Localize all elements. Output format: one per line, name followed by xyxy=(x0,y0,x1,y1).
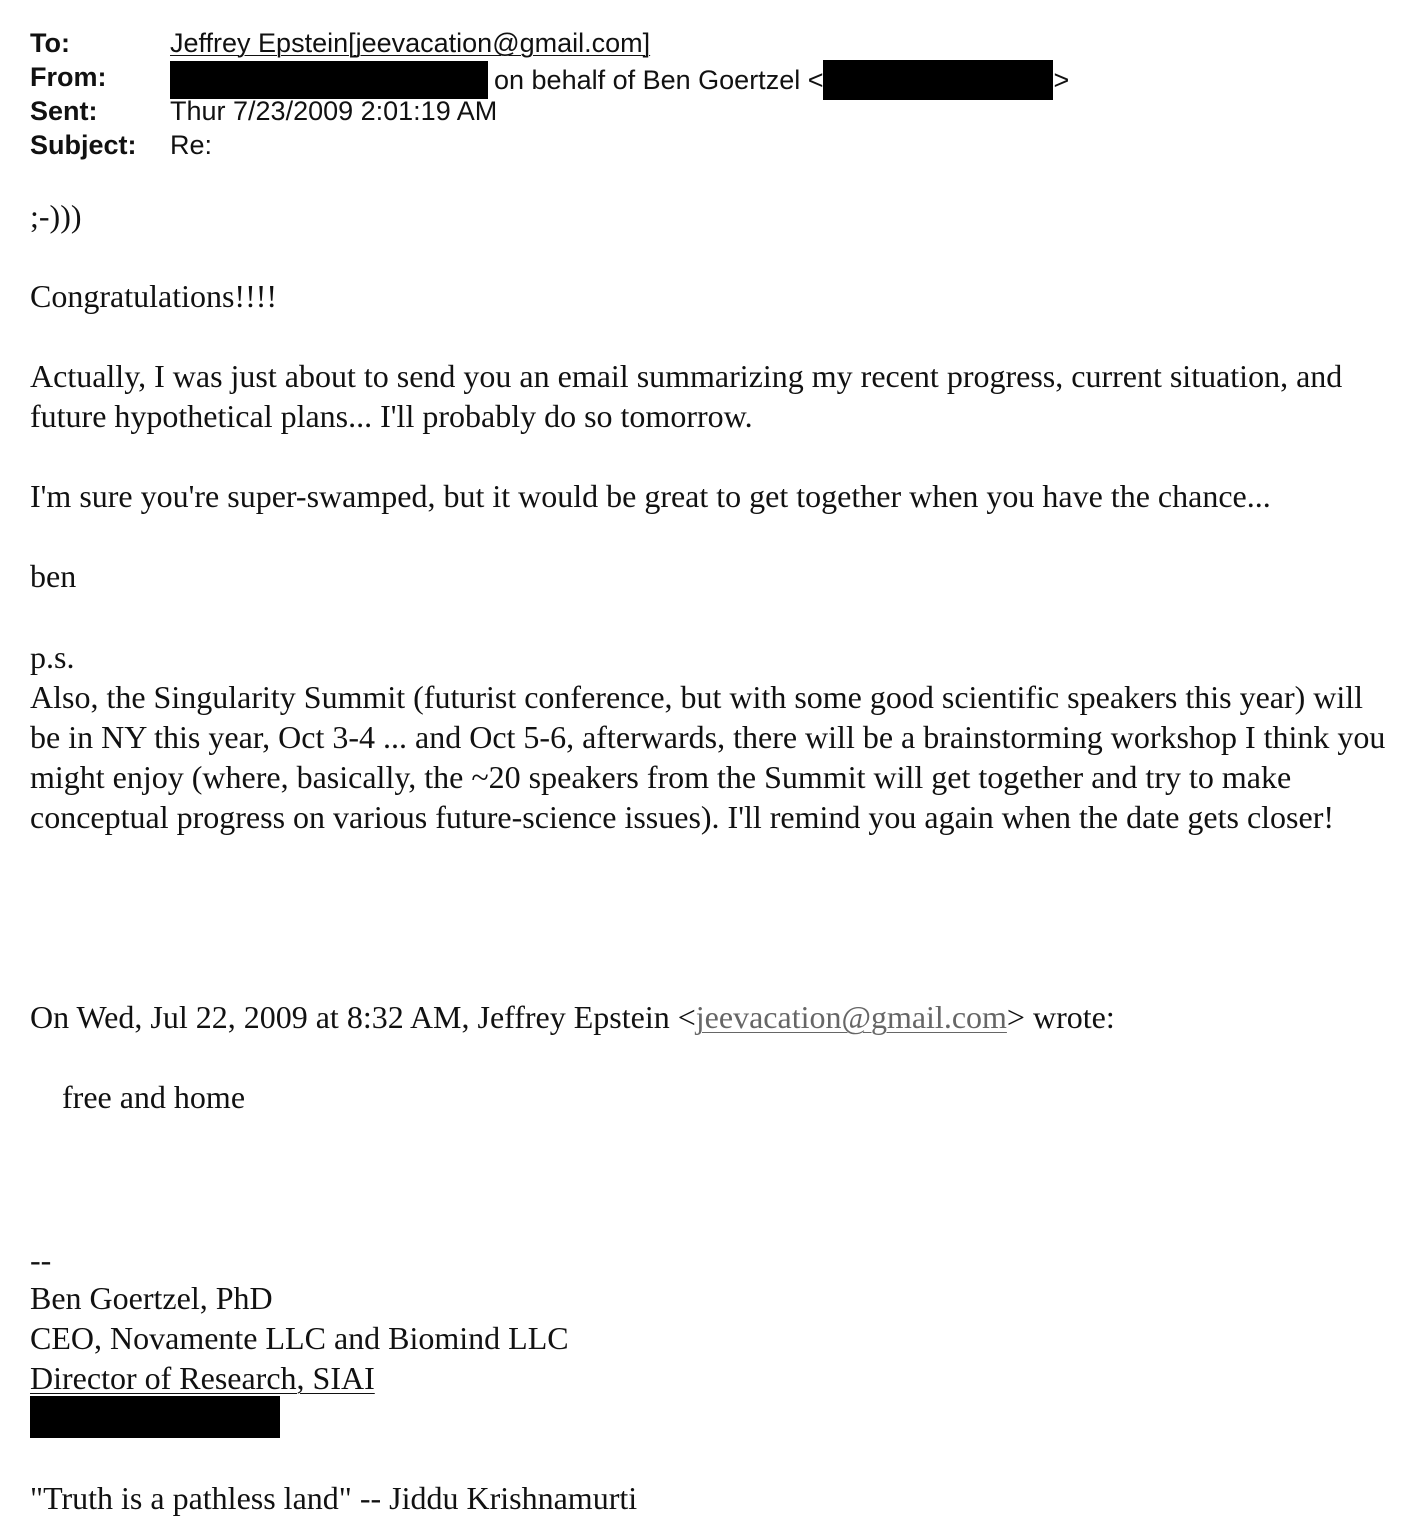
from-close: > xyxy=(1053,65,1070,95)
sent-label: Sent: xyxy=(30,96,98,126)
signature-quote: "Truth is a pathless land" -- Jiddu Krishnamurti xyxy=(30,1480,638,1516)
signature-title-2-text: Director of Research, SIAI xyxy=(30,1360,375,1396)
sent-value: Thur 7/23/2009 2:01:19 AM xyxy=(170,96,498,126)
from-label: From: xyxy=(30,62,107,92)
from-value: on behalf of Ben Goertzel < xyxy=(494,65,824,95)
signature-name: Ben Goertzel, PhD xyxy=(30,1280,273,1316)
subject-value: Re: xyxy=(170,130,213,160)
ps-label: p.s. xyxy=(30,639,75,675)
signature-title-1: CEO, Novamente LLC and Biomind LLC xyxy=(30,1320,569,1356)
quote-intro xyxy=(30,997,1400,1037)
email-link[interactable]: jeevacation@gmail.com xyxy=(695,999,1007,1035)
signoff: ben xyxy=(30,558,77,594)
body-paragraph-1: Actually, I was just about to send you an email summarizing my recent progress, current situation, and future hypothetical plans... I'll probably do so tomorrow. xyxy=(30,358,1343,434)
redaction-bar xyxy=(823,60,1053,100)
signature-dashes: -- xyxy=(30,1242,52,1278)
quote-intro-suffix: > wrote: xyxy=(1006,999,1115,1035)
quote-intro-prefix: On Wed, Jul 22, 2009 at 8:32 AM, Jeffrey Epstein < xyxy=(30,999,696,1035)
body-paragraph-2: I'm sure you're super-swamped, but it would be great to get together when you have the chance... xyxy=(30,478,1271,514)
redaction-bar xyxy=(30,1396,280,1438)
congrats-line: Congratulations!!!! xyxy=(30,278,278,314)
emoticon-line: ;-))) xyxy=(30,198,82,234)
subject-label: Subject: xyxy=(30,130,137,160)
to-label: To: xyxy=(30,28,70,58)
to-value: Jeffrey Epstein[jeevacation@gmail.com] xyxy=(170,28,651,58)
signature-title-2 xyxy=(30,1358,1400,1398)
quoted-text: free and home xyxy=(62,1079,246,1115)
ps-paragraph: Also, the Singularity Summit (futurist conference, but with some good scientific speakers this year) will be in NY this year, Oct 3-4 ... and Oct 5-6, afterwards, there will be a brainstorming workshop I think you might enjoy (where, basically, the ~20 speakers from the Summit will get together and try to make conceptual progress on various future-science issues). I'll remind you again when the date gets closer! xyxy=(30,679,1386,835)
